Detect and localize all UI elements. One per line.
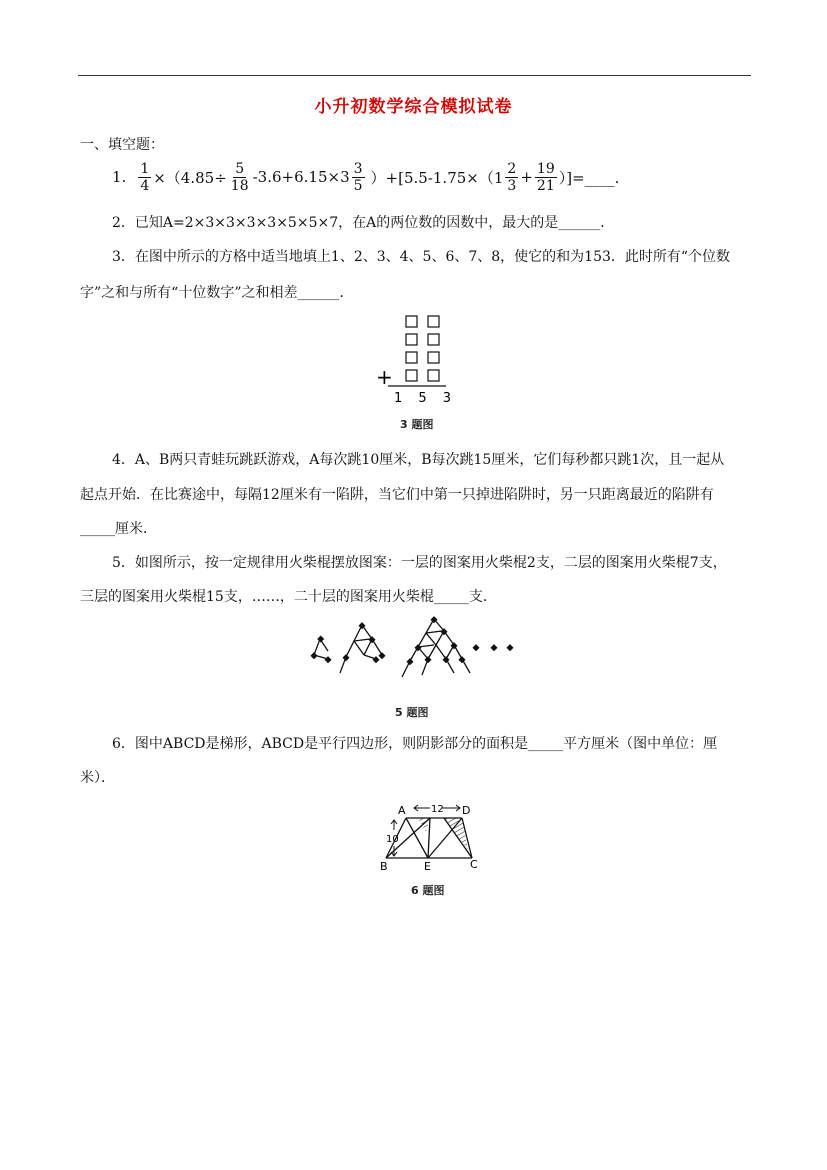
question-1: [112, 154, 619, 200]
section-heading: 一、填空题：: [80, 137, 164, 153]
fraction-2: $\frac{5}{18}$: [230, 160, 249, 194]
q1-text-3: ）+[5.5-1.75×（1: [370, 168, 504, 187]
match-heads: [310, 616, 465, 665]
question-4-line-3: _____厘米．: [80, 521, 157, 537]
q1-text-2: -3.6+6.15×3: [252, 168, 350, 186]
label-height: 10: [386, 834, 399, 845]
question-3-line-1: 3．在图中所示的方格中适当地填上1、2、3、4、5、6、7、8，使它的和为153．此时所有“个位数: [112, 249, 731, 265]
q1-text-5: ）]=____.: [558, 168, 620, 187]
fraction-4: $\frac{2}{3}$: [507, 160, 517, 194]
pattern-2: [340, 625, 382, 673]
page-title: 小升初数学综合模拟试卷: [314, 97, 513, 117]
fraction-3: $\frac{3}{5}$: [353, 160, 363, 194]
label-E: E: [424, 860, 431, 873]
q1-number: 1.: [112, 168, 127, 186]
question-6-line-2: 米）．: [80, 770, 115, 786]
plus-sign: +: [376, 365, 393, 389]
figure-5-caption: 5 题图: [395, 706, 429, 719]
q1-text-1: ×（4.85÷: [153, 168, 227, 187]
label-C: C: [470, 858, 478, 871]
figure-3: [370, 312, 460, 404]
question-6-line-1: 6．图中ABCD是梯形，ABCD是平行四边形，则阴影部分的面积是_____平方厘米（图中单位：厘: [112, 736, 718, 752]
fraction-1: $\frac{1}{4}$: [140, 160, 150, 194]
fraction-5: $\frac{19}{21}$: [536, 160, 555, 194]
pattern-3: [402, 619, 470, 677]
question-4-line-2: 起点开始．在比赛途中，每隔12厘米有一陷阱，当它们中第一只掉进陷阱时，另一只距离最近的陷阱有: [80, 487, 714, 503]
q1-text-4: +: [520, 168, 533, 186]
ellipsis-dots: [472, 644, 513, 651]
question-5-line-1: 5．如图所示，按一定规律用火柴棍摆放图案：一层的图案用火柴棍2支，二层的图案用火柴棍7支，: [112, 555, 727, 571]
sum-digits: 1 5 3: [394, 391, 458, 406]
question-3-line-2: 字”之和与所有“十位数字”之和相差______．: [80, 285, 354, 301]
label-D: D: [462, 804, 471, 817]
question-4-line-1: 4．A、B两只青蛙玩跳跃游戏，A每次跳10厘米，B每次跳15厘米，它们每秒都只跳1次，且一起从: [112, 452, 725, 468]
figure-6-caption: 6 题图: [411, 884, 445, 897]
label-top-length: 12: [431, 804, 444, 815]
top-rule: [78, 75, 751, 76]
digit-boxes: [406, 316, 439, 381]
figure-3-caption: 3 题图: [400, 418, 434, 431]
label-B: B: [380, 860, 388, 873]
question-5-line-2: 三层的图案用火柴棍15支，……，二十层的图案用火柴棍_____支．: [80, 589, 497, 605]
question-2: 2．已知A=2×3×3×3×3×5×5×7，在A的两位数的因数中，最大的是______．: [112, 215, 615, 231]
figure-6: [378, 798, 488, 878]
figure-5: [310, 615, 520, 687]
label-A: A: [398, 804, 406, 817]
